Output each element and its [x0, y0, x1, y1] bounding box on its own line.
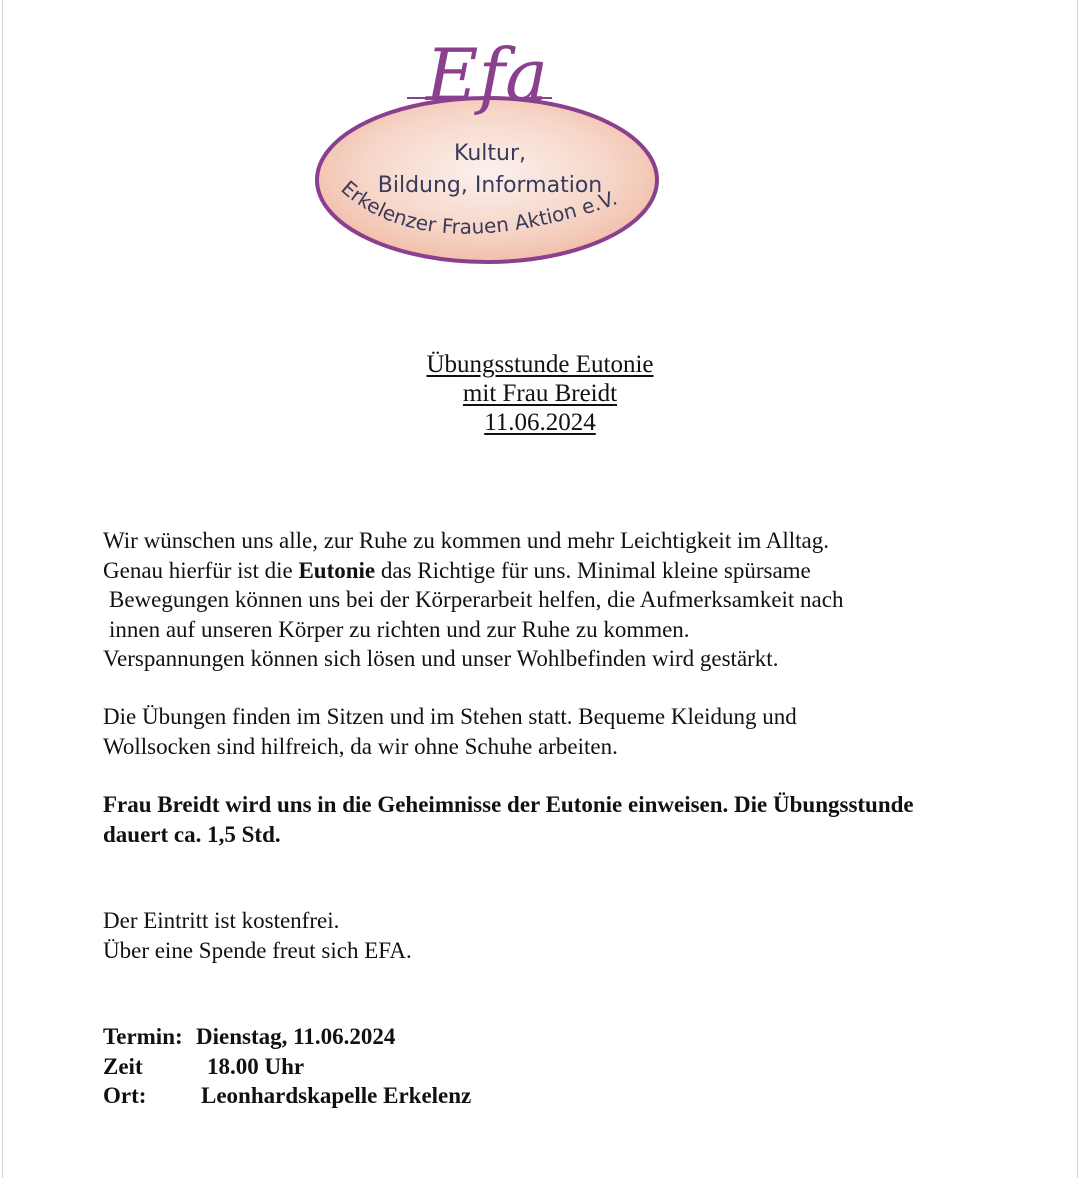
logo-line-kultur: Kultur, [454, 141, 526, 166]
instructor-line-2: dauert ca. 1,5 Std. [103, 821, 281, 847]
intro-line-5: Verspannungen können sich lösen und unser Wohlbefinden wird gestärkt. [103, 646, 779, 671]
efa-logo [312, 30, 662, 270]
page-edge-left [2, 0, 3, 1178]
instructor-paragraph [103, 790, 1003, 849]
intro-line-3: Bewegungen können uns bei der Körperarbeit helfen, die Aufmerksamkeit nach [109, 587, 844, 612]
title-line-instructor: mit Frau Breidt [462, 380, 618, 407]
exercise-paragraph [103, 702, 1003, 761]
details-row-ort [103, 1081, 471, 1111]
zeit-label: Zeit [103, 1053, 143, 1079]
intro-eutonie-bold: Eutonie [298, 557, 376, 583]
details-row-zeit [103, 1052, 471, 1082]
instructor-line-1: Frau Breidt wird uns in die Geheimnisse der Eutonie einweisen. Die Übungsstunde [103, 792, 914, 817]
intro-line-1: Wir wünschen uns alle, zur Ruhe zu kommen und mehr Leichtigkeit im Alltag. [103, 528, 829, 553]
page-edge-right [1077, 0, 1078, 1178]
termin-value: Dienstag, 11.06.2024 [196, 1024, 396, 1049]
exercise-line-1: Die Übungen finden im Sitzen und im Stehen statt. Bequeme Kleidung und [103, 704, 797, 729]
termin-label: Termin: [103, 1024, 183, 1049]
event-title [0, 350, 1080, 437]
zeit-value: 18.00 Uhr [207, 1053, 305, 1079]
exercise-line-2: Wollsocken sind hilfreich, da wir ohne Schuhe arbeiten. [103, 733, 618, 759]
intro-line-2-pre: Genau hierfür ist die [103, 557, 299, 583]
intro-line-2 [103, 556, 1003, 586]
admission-line-2: Über eine Spende freut sich EFA. [103, 937, 412, 963]
logo-line-bildung: Bildung, Information [377, 173, 603, 198]
logo-wordmark: Efa [425, 33, 549, 117]
admission-paragraph [103, 906, 1003, 965]
ort-label: Ort: [103, 1083, 147, 1108]
intro-line-2-post: das Richtige für uns. Minimal kleine spürsame [375, 557, 811, 583]
title-line-date: 11.06.2024 [484, 409, 596, 436]
intro-line-4: innen auf unseren Körper zu richten und zur Ruhe zu kommen. [109, 616, 690, 642]
title-line-name: Übungsstunde Eutonie [426, 351, 654, 378]
event-details [103, 1022, 471, 1111]
logo-arc-text: Erkelenzer Frauen Aktion e.V. [336, 175, 621, 239]
intro-paragraph [103, 526, 1003, 674]
ort-value: Leonhardskapelle Erkelenz [201, 1083, 472, 1108]
admission-line-1: Der Eintritt ist kostenfrei. [103, 908, 340, 933]
details-row-termin [103, 1022, 471, 1052]
